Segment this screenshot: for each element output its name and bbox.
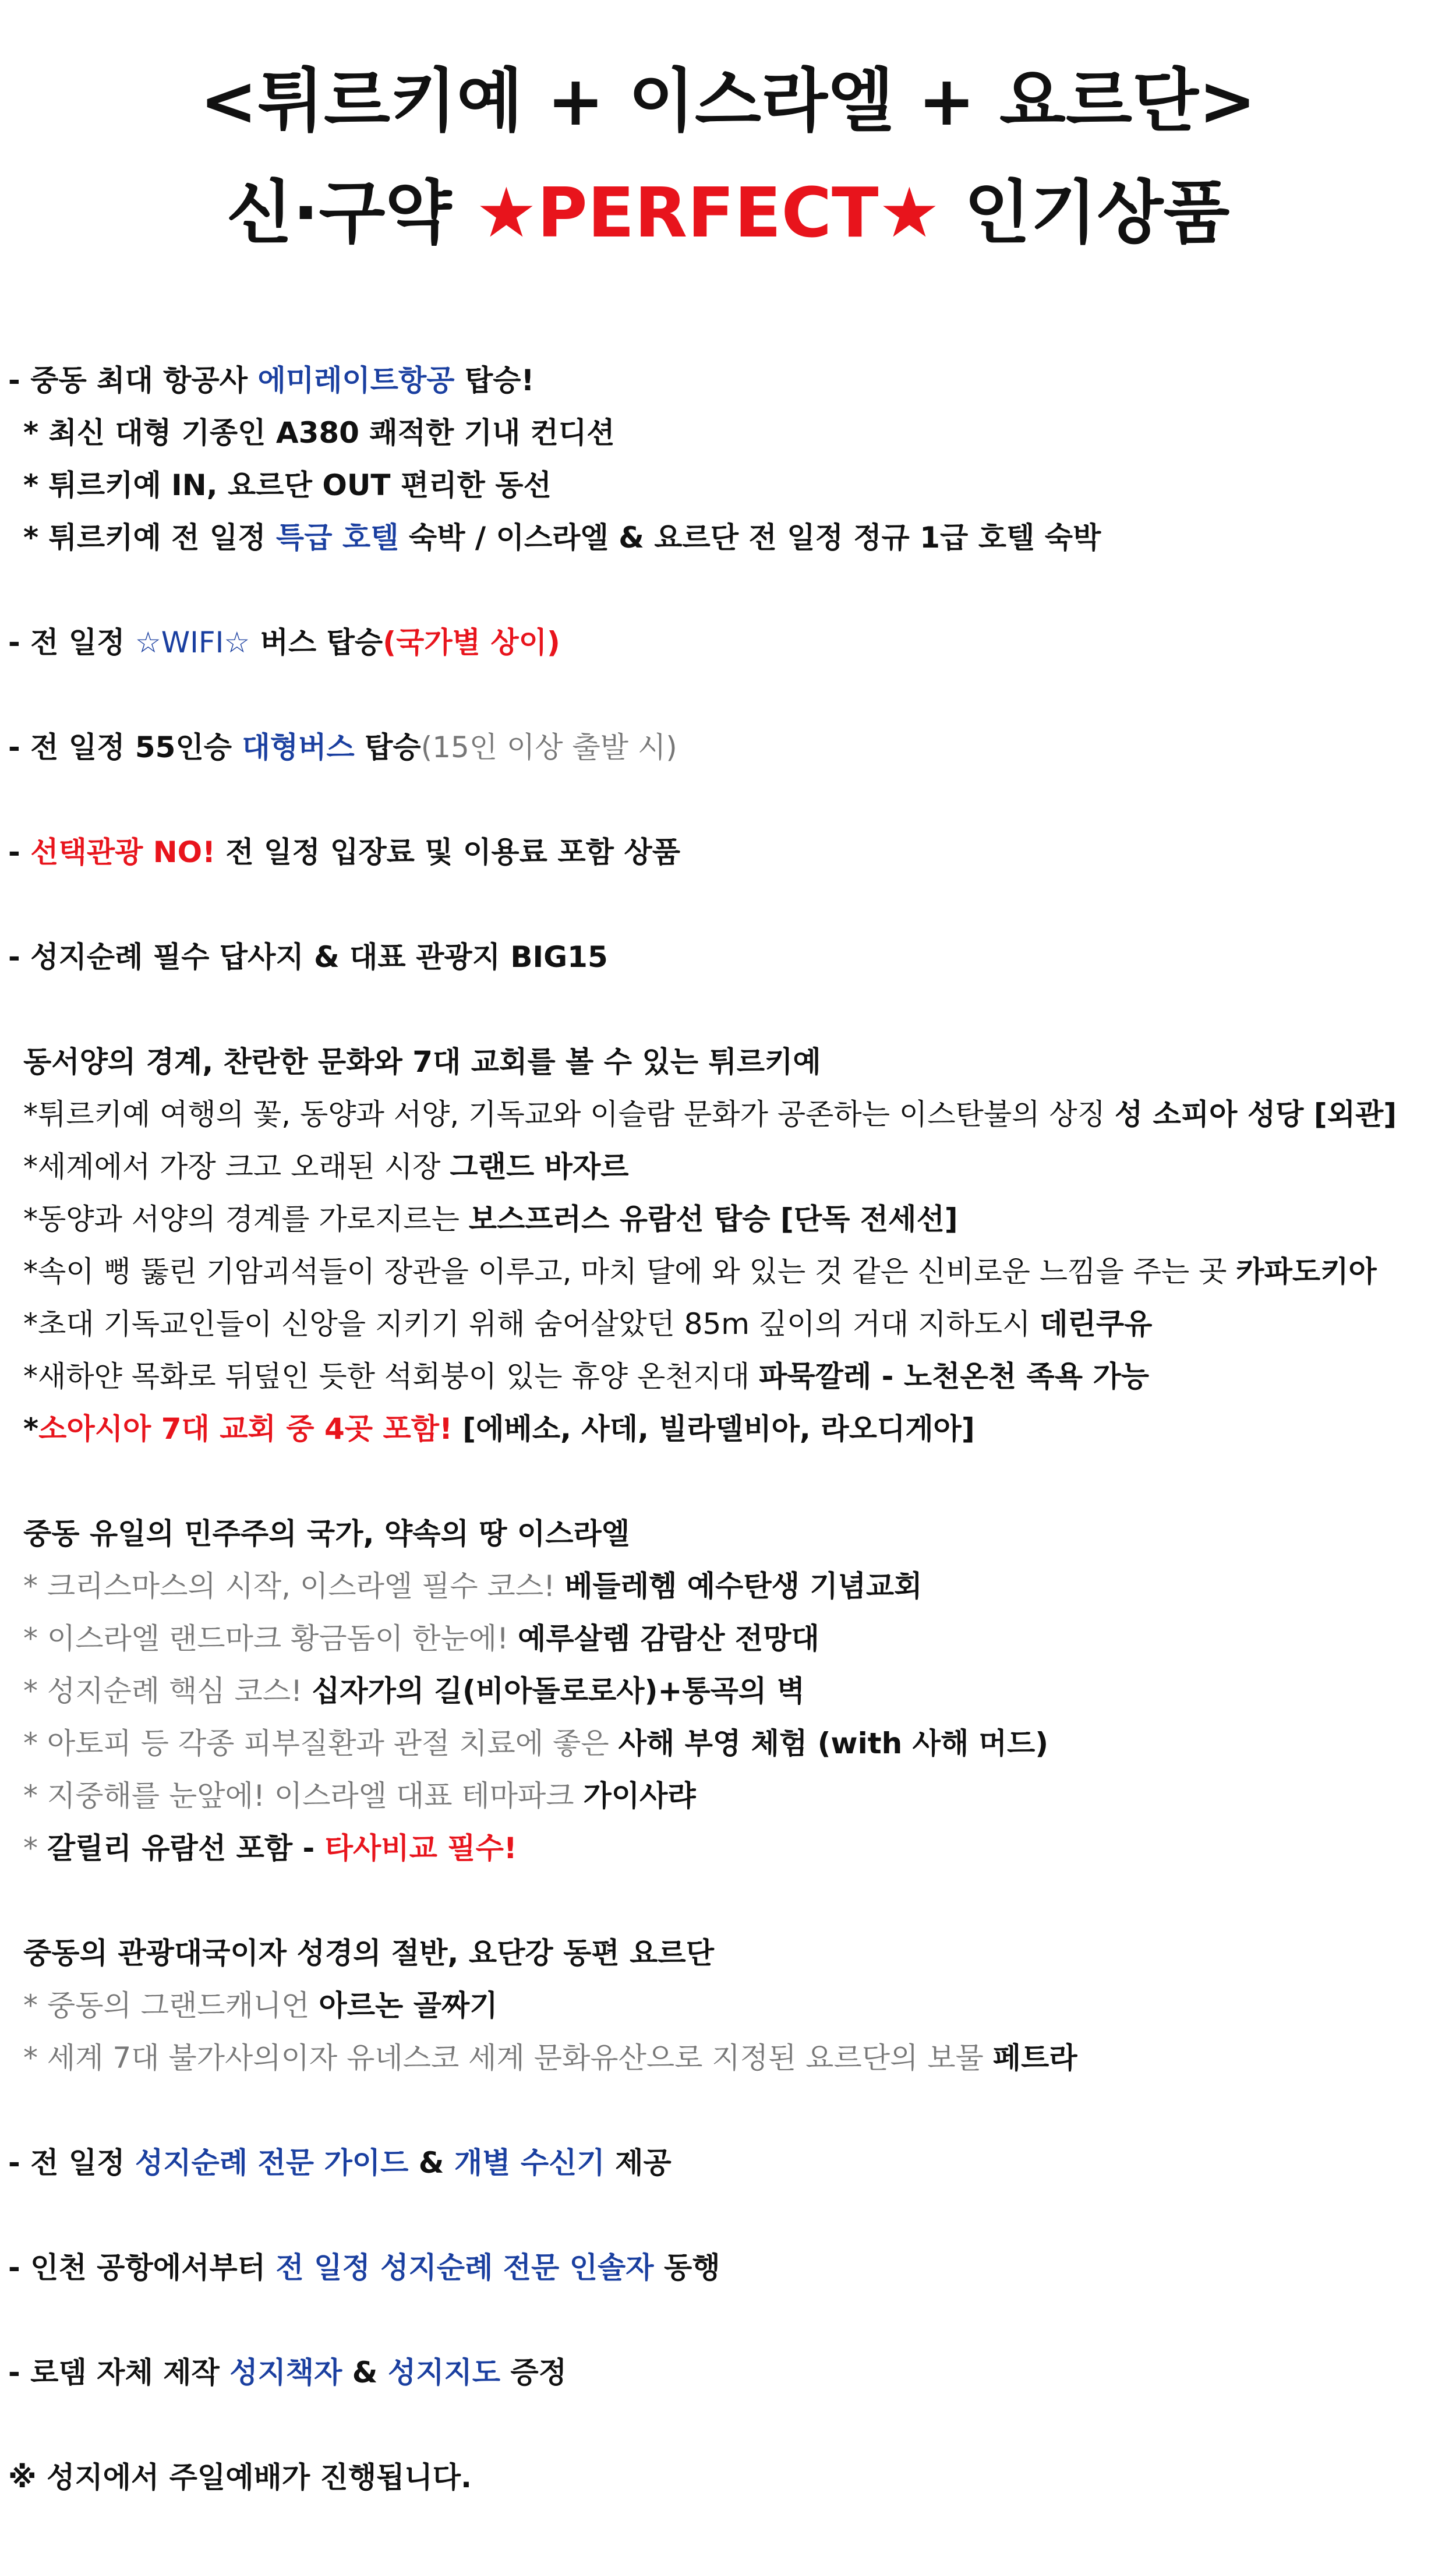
text: &: [342, 2356, 388, 2389]
highlight-place: 사해 부영 체험 (with 사해 머드): [618, 1727, 1049, 1760]
highlight-place: 아르논 골짜기: [319, 1989, 498, 2022]
text: -: [8, 835, 31, 869]
text: *튀르키예 여행의 꽃, 동양과 서양, 기독교와 이슬람 문화가 공존하는 이스탄불의 상징: [23, 1097, 1115, 1131]
text: *세계에서 가장 크고 오래된 시장: [23, 1150, 450, 1184]
turkey-seven-churches: [23, 1408, 975, 1449]
text: - 전 일정: [8, 2146, 135, 2180]
highlight-place: 그랜드 바자르: [450, 1150, 629, 1184]
highlight-receiver: 개별 수신기: [454, 2146, 605, 2180]
feature-no-option-tour: [8, 832, 680, 873]
text: * 크리스마스의 시작, 이스라엘 필수 코스!: [23, 1569, 565, 1603]
israel-heading: 중동 유일의 민주주의 국가, 약속의 땅 이스라엘: [23, 1517, 630, 1551]
turkey-item: [23, 1304, 1152, 1344]
text: - 중동 최대 항공사: [8, 363, 258, 397]
text: - 전 일정: [8, 626, 135, 659]
highlight-no-option: 선택관광 NO!: [30, 835, 215, 869]
highlight-place: 십자가의 길(비아돌로로사)+통곡의 벽: [312, 1674, 805, 1708]
feature-airline: [8, 360, 534, 401]
highlight-map: 성지지도: [387, 2356, 501, 2389]
jordan-item: [23, 1985, 498, 2026]
text: *: [23, 1831, 47, 1865]
highlight-guide: 성지순례 전문 가이드: [135, 2146, 409, 2180]
highlight-bus: 대형버스: [242, 730, 355, 764]
extra-guide: [8, 2142, 672, 2183]
text: 전 일정 입장료 및 이용료 포함 상품: [215, 835, 680, 869]
israel-item: [23, 1775, 696, 1816]
text: * 중동의 그랜드캐니언: [23, 1989, 319, 2022]
text: - 인천 공항에서부터: [8, 2251, 276, 2285]
text: *: [23, 1412, 39, 1446]
title-suffix: 인기상품: [940, 172, 1230, 253]
highlight-escort: 전 일정 성지순례 전문 인솔자: [275, 2251, 654, 2285]
extra-booklet: [8, 2352, 567, 2393]
page-title-line-2: [0, 169, 1456, 256]
worship-note: ※ 성지에서 주일예배가 진행됩니다.: [8, 2460, 472, 2494]
israel-item: [23, 1618, 819, 1659]
highlight-place: 파묵깔레 - 노천온천 족욕 가능: [759, 1360, 1150, 1393]
feature-wifi-bus: [8, 622, 560, 663]
highlight-place: 가이사랴: [583, 1779, 696, 1813]
text: * 튀르키예 전 일정: [23, 521, 276, 555]
highlight-place: 페트라: [992, 2041, 1077, 2075]
highlight-wifi: ☆WIFI☆: [135, 626, 250, 659]
text: 제공: [605, 2146, 672, 2180]
note-red: (국가별 상이): [383, 626, 560, 659]
text: * 이스라엘 랜드마크 황금돔이 한눈에!: [23, 1622, 518, 1655]
title-prefix: 신·구약: [226, 172, 476, 253]
text: [에베소, 사데, 빌라델비아, 라오디게아]: [452, 1412, 975, 1446]
text: &: [408, 2146, 454, 2180]
text: * 성지순례 핵심 코스!: [23, 1674, 312, 1708]
highlight-place: 카파도키아: [1236, 1255, 1377, 1288]
text: 동행: [653, 2251, 720, 2285]
israel-item: [23, 1723, 1048, 1764]
note-gray: (15인 이상 출발 시): [420, 730, 677, 764]
highlight-seven-churches: 소아시아 7대 교회 중 4곳 포함!: [38, 1412, 453, 1446]
text: - 전 일정 55인승: [8, 730, 242, 764]
text: 탑승: [354, 730, 421, 764]
text: 탑승!: [454, 363, 535, 397]
feature-airline-sub-2: * 튀르키예 IN, 요르단 OUT 편리한 동선: [23, 468, 552, 502]
text: *동양과 서양의 경계를 가로지르는: [23, 1202, 469, 1236]
highlight-place: 성 소피아 성당 [외관]: [1114, 1097, 1397, 1131]
israel-item: [23, 1671, 805, 1711]
turkey-item: [23, 1146, 629, 1187]
highlight-place: 갈릴리 유람선 포함 -: [47, 1831, 325, 1865]
text: 증정: [500, 2356, 567, 2389]
feature-airline-sub-1: * 최신 대형 기종인 A380 쾌적한 기내 컨디션: [23, 416, 615, 450]
feature-large-bus: [8, 727, 677, 768]
turkey-item: [23, 1251, 1377, 1292]
turkey-item: [23, 1356, 1149, 1397]
text: *새하얀 목화로 뒤덮인 듯한 석회붕이 있는 휴양 온천지대: [23, 1360, 759, 1393]
text: * 아토피 등 각종 피부질환과 관절 치료에 좋은: [23, 1727, 619, 1760]
highlight-booklet: 성지책자: [229, 2356, 342, 2389]
extra-escort: [8, 2247, 720, 2288]
turkey-item: [23, 1094, 1397, 1135]
highlight-place: 예루살렘 감람산 전망대: [518, 1622, 819, 1655]
text: 숙박 / 이스라엘 & 요르단 전 일정 정규 1급 호텔 숙박: [398, 521, 1101, 555]
text: * 지중해를 눈앞에! 이스라엘 대표 테마파크: [23, 1779, 584, 1813]
israel-galilee: [23, 1828, 517, 1869]
highlight-hotel: 특급 호텔: [275, 521, 399, 555]
jordan-item: [23, 2038, 1077, 2078]
title-perfect-badge: ★PERFECT★: [475, 172, 941, 253]
turkey-heading: 동서양의 경계, 찬란한 문화와 7대 교회를 볼 수 있는 튀르키예: [23, 1045, 821, 1079]
israel-item: [23, 1566, 923, 1607]
text: * 세계 7대 불가사의이자 유네스코 세계 문화유산으로 지정된 요르단의 보물: [23, 2041, 993, 2075]
page-title-line-1: <튀르키예 + 이스라엘 + 요르단>: [200, 61, 1256, 141]
highlight-compare: 타사비교 필수!: [324, 1831, 517, 1865]
text: - 로뎀 자체 제작: [8, 2356, 230, 2389]
feature-airline-sub-3: [23, 517, 1101, 558]
highlight-place: 베들레헴 예수탄생 기념교회: [564, 1569, 923, 1603]
turkey-item: [23, 1199, 958, 1240]
highlight-airline: 에미레이트항공: [257, 363, 455, 397]
text: *초대 기독교인들이 신앙을 지키기 위해 숨어살았던 85m 깊이의 거대 지하도시: [23, 1307, 1040, 1341]
jordan-heading: 중동의 관광대국이자 성경의 절반, 요단강 동편 요르단: [23, 1936, 715, 1970]
text: *속이 뻥 뚫린 기암괴석들이 장관을 이루고, 마치 달에 와 있는 것 같은 신비로운 느낌을 주는 곳: [23, 1255, 1236, 1288]
text: 버스 탑승: [250, 626, 383, 659]
highlight-place: 보스프러스 유람선 탑승 [단독 전세선]: [468, 1202, 958, 1236]
highlight-place: 데린쿠유: [1040, 1307, 1153, 1341]
feature-big15: - 성지순례 필수 답사지 & 대표 관광지 BIG15: [8, 940, 608, 974]
